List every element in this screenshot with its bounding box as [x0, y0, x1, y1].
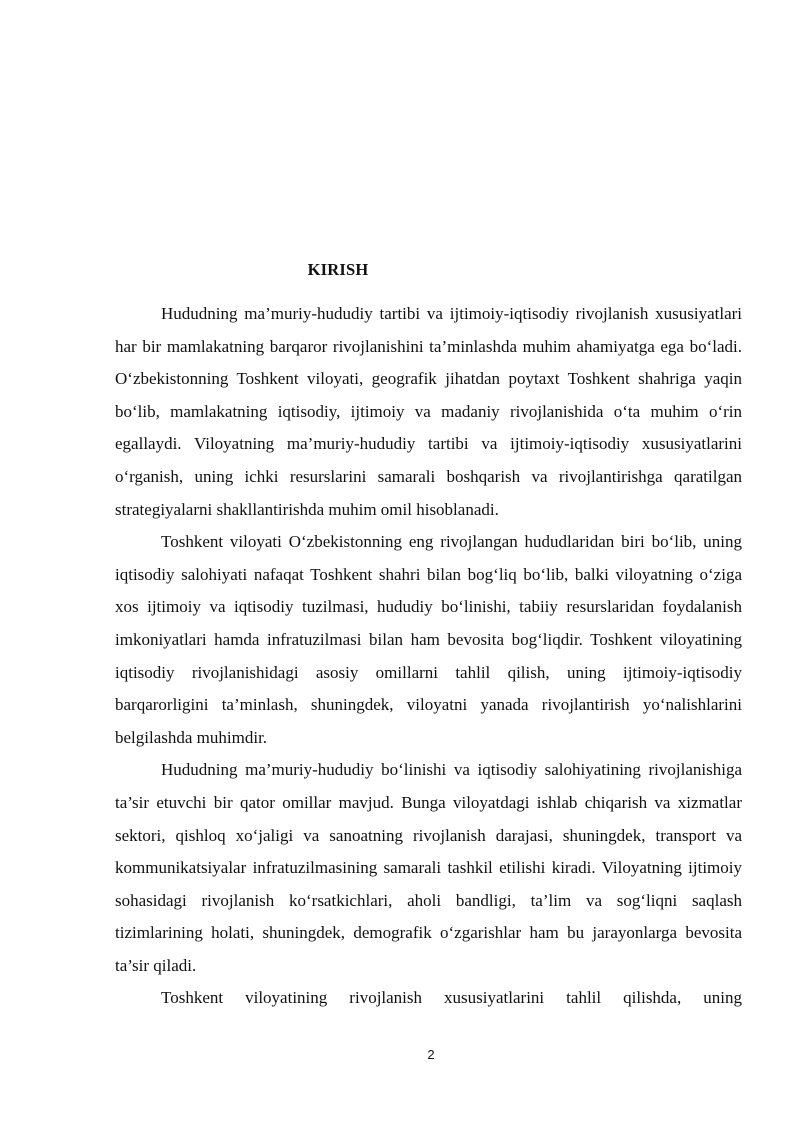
body-text	[115, 298, 742, 1015]
paragraph-4: Toshkent viloyatining rivojlanish xususiyatlarini tahlil qilishda, uning	[161, 988, 742, 1008]
section-heading: KIRISH	[307, 260, 369, 279]
paragraph-2: Toshkent viloyati O‘zbekistonning eng rivojlangan hududlaridan biri bo‘lib, uning iqtisodiy salohiyati nafaqat Toshkent shahri bilan bog‘liq bo‘lib, balki viloyatning o‘ziga xos ijtimoiy va iqtisodiy tuzilmasi, hududiy bo‘linishi, tabiiy resurslaridan foydalanish imkoniyatlari hamda infratuzilmasi bilan ham bevosita bog‘liqdir. Toshkent viloyatining iqtisodiy rivojlanishidagi asosiy omillarni tahlil qilish, uning ijtimoiy-iqtisodiy barqarorligini ta’minlash, shuningdek, viloyatni yanada rivojlantirish yo‘nalishlarini belgilashda muhimdir.	[115, 532, 742, 747]
page-number: 2	[427, 1047, 435, 1062]
paragraph-3: Hududning ma’muriy-hududiy bo‘linishi va iqtisodiy salohiyatining rivojlanishiga ta’sir etuvchi bir qator omillar mavjud. Bunga viloyatdagi ishlab chiqarish va xizmatlar sektori, qishloq xo‘jaligi va sanoatning rivojlanish darajasi, shuningdek, transport va kommunikatsiyalar infratuzilmasining samarali tashkil etilishi kiradi. Viloyatning ijtimoiy sohasidagi rivojlanish ko‘rsatkichlari, aholi bandligi, ta’lim va sog‘liqni saqlash tizimlarining holati, shuningdek, demografik o‘zgarishlar ham bu jarayonlarga bevosita ta’sir qiladi.	[115, 760, 742, 975]
paragraph-1: Hududning ma’muriy-hududiy tartibi va ijtimoiy-iqtisodiy rivojlanish xususiyatlari har bir mamlakatning barqaror rivojlanishini ta’minlashda muhim ahamiyatga ega bo‘ladi. O‘zbekistonning Toshkent viloyati, geografik jihatdan poytaxt Toshkent shahriga yaqin bo‘lib, mamlakatning iqtisodiy, ijtimoiy va madaniy rivojlanishida o‘ta muhim o‘rin egallaydi. Viloyatning ma’muriy-hududiy tartibi va ijtimoiy-iqtisodiy xususiyatlarini o‘rganish, uning ichki resurslarini samarali boshqarish va rivojlantirishga qaratilgan strategiyalarni shakllantirishda muhim omil hisoblanadi.	[115, 304, 742, 519]
